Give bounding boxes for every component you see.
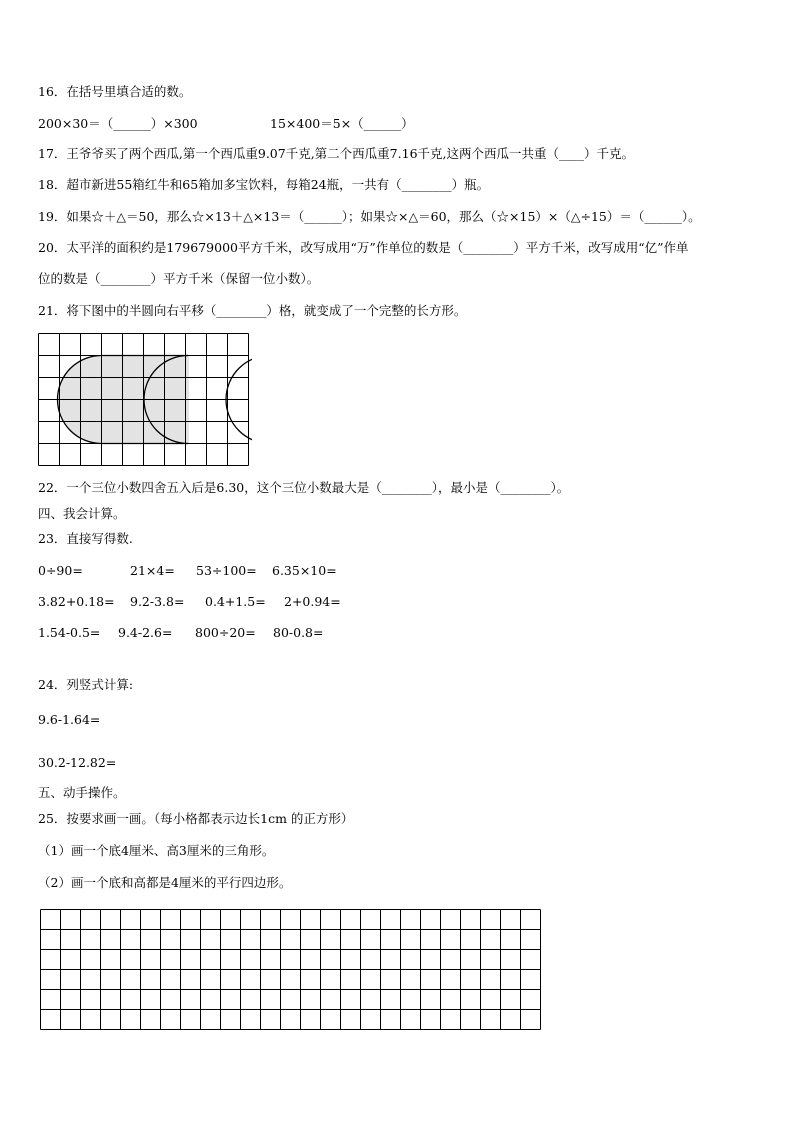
q16-blank-a: 200×30＝（______）×300 bbox=[38, 116, 198, 131]
q23-r3c4: 80-0.8= bbox=[273, 625, 324, 640]
section4-title: 四、我会计算。 bbox=[38, 506, 126, 521]
q23-r2c2: 9.2-3.8= bbox=[130, 594, 185, 609]
q19-text: 19．如果☆＋△＝50，那么☆×13＋△×13＝（______）；如果☆×△＝60，那么（☆×15）×（△÷15）＝（______）。 bbox=[38, 209, 701, 224]
q20-line1: 20．太平洋的面积约是179679000平方千米，改写成用“万”作单位的数是（________）平方千米，改写成用“亿”作单 bbox=[38, 240, 689, 255]
q21-grid-figure bbox=[38, 333, 252, 467]
q23-r3c3: 800÷20= bbox=[195, 625, 256, 640]
q25-text: 25．按要求画一画。（每小格都表示边长1cm 的正方形） bbox=[38, 811, 354, 826]
q16-text: 16．在括号里填合适的数。 bbox=[38, 84, 192, 99]
q18-text: 18．超市新进55箱红牛和65箱加多宝饮料，每箱24瓶，一共有（________）瓶。 bbox=[38, 177, 490, 192]
q24-a: 9.6-1.64= bbox=[38, 712, 101, 727]
q17-text: 17．王爷爷买了两个西瓜,第一个西瓜重9.07千克,第二个西瓜重7.16千克,这两个西瓜一共重（____）千克。 bbox=[38, 146, 634, 161]
q22-text: 22．一个三位小数四舍五入后是6.30，这个三位小数最大是（________），最小是（________）。 bbox=[38, 480, 570, 495]
q25-p1: （1）画一个底4厘米、高3厘米的三角形。 bbox=[38, 843, 275, 858]
q23-r1c4: 6.35×10= bbox=[272, 563, 337, 578]
q24-b: 30.2-12.82= bbox=[38, 755, 117, 770]
q23-r1c3: 53÷100= bbox=[196, 563, 257, 578]
q25-p2: （2）画一个底和高都是4厘米的平行四边形。 bbox=[38, 875, 292, 890]
section5-title: 五、动手操作。 bbox=[38, 785, 126, 800]
q24-text: 24．列竖式计算: bbox=[38, 677, 134, 692]
q20-line2: 位的数是（________）平方千米（保留一位小数）。 bbox=[38, 271, 320, 286]
q25-drawing-grid bbox=[40, 909, 542, 1032]
q23-r2c4: 2+0.94= bbox=[284, 594, 341, 609]
q16-blank-b: 15×400＝5×（______） bbox=[270, 116, 414, 131]
q23-r1c2: 21×4= bbox=[130, 563, 175, 578]
q21-text: 21．将下图中的半圆向右平移（________）格，就变成了一个完整的长方形。 bbox=[38, 303, 467, 318]
q23-text: 23．直接写得数. bbox=[38, 531, 133, 546]
q23-r3c1: 1.54-0.5= bbox=[38, 625, 101, 640]
q23-r3c2: 9.4-2.6= bbox=[118, 625, 173, 640]
q23-r2c3: 0.4+1.5= bbox=[205, 594, 266, 609]
q23-r1c1: 0÷90= bbox=[38, 563, 83, 578]
q23-r2c1: 3.82+0.18= bbox=[38, 594, 115, 609]
